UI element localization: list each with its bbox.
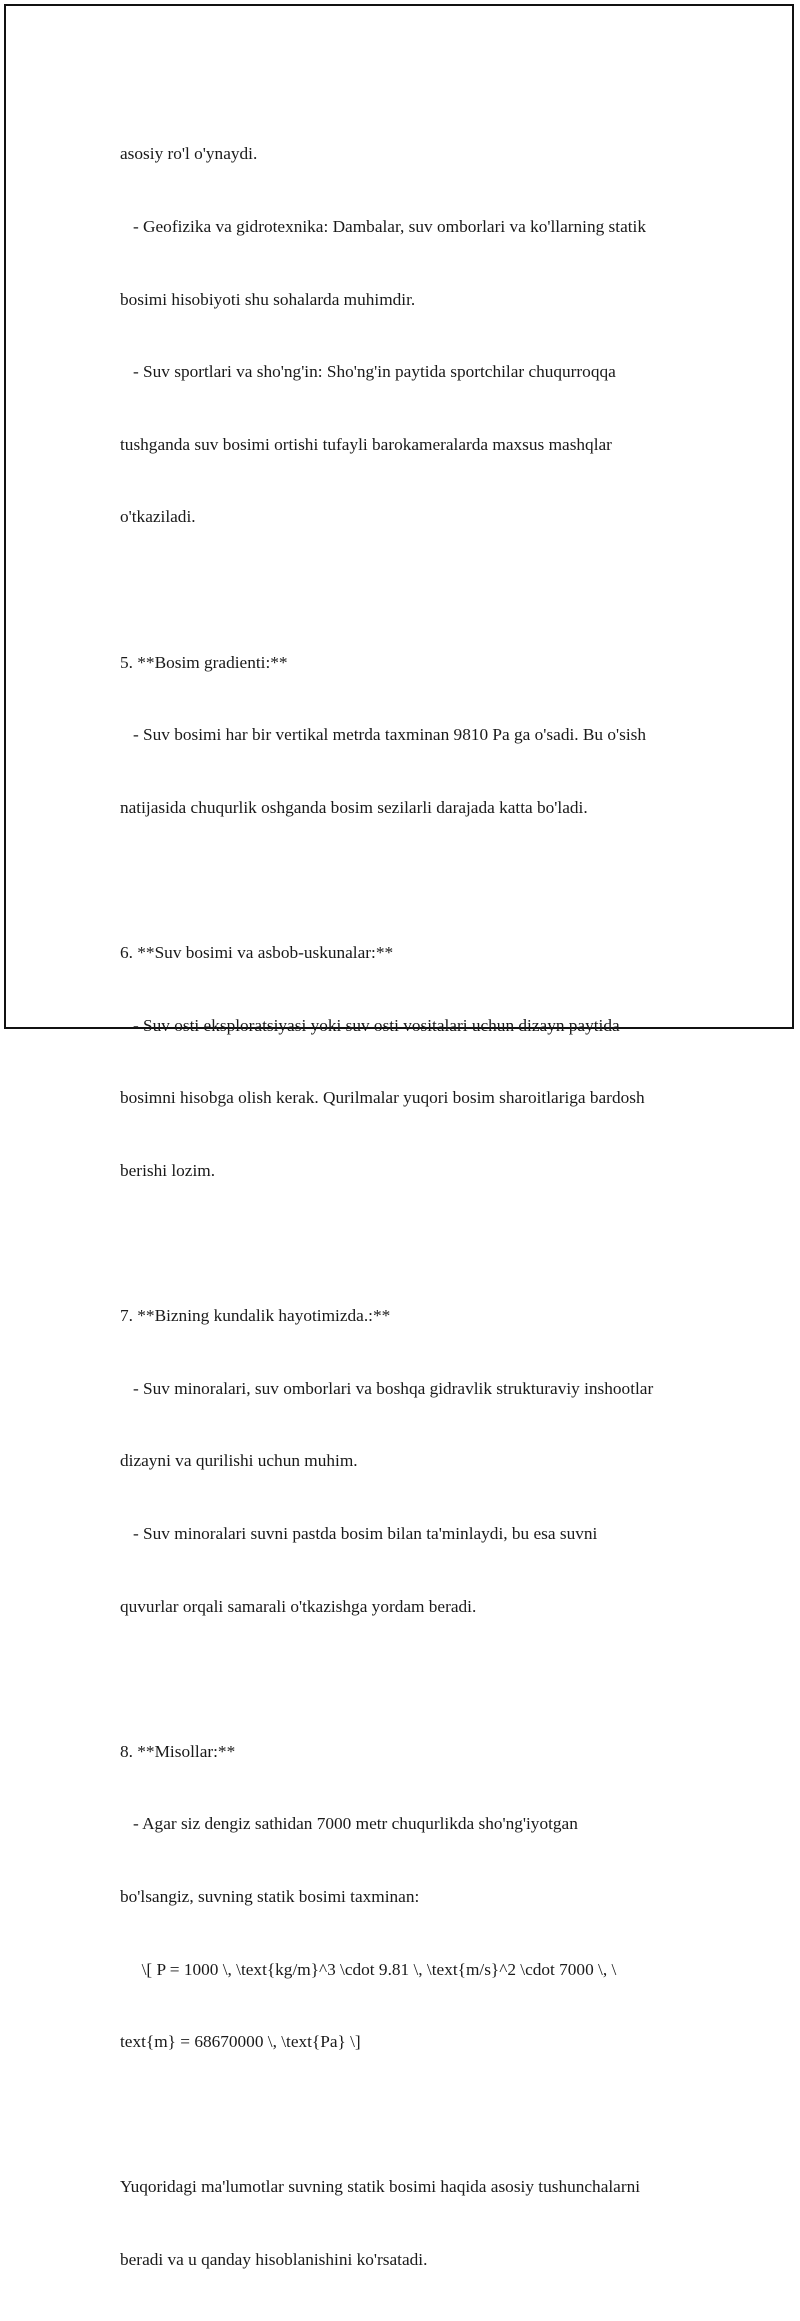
text-line: - Suv osti eksploratsiyasi yoki suv osti vositalari uchun dizayn paytida [120, 1015, 620, 1035]
text-line: beradi va u qanday hisoblanishini ko'rsatadi. [120, 2250, 428, 2269]
text-line: natijasida chuqurlik oshganda bosim sezilarli darajada katta bo'ladi. [120, 797, 588, 817]
blank-line [120, 2103, 720, 2127]
text-line: - Agar siz dengiz sathidan 7000 metr chuqurlikda sho'ng'iyotgan [120, 1814, 578, 1834]
text-line: berishi lozim. [120, 1160, 216, 1180]
blank-line [120, 868, 720, 892]
text-line: bo'lsangiz, suvning statik bosimi taxminan: [120, 1886, 420, 1906]
text-line: dizayni va qurilishi uchun muhim. [120, 1451, 358, 1471]
text-line: - Geofizika va gidrotexnika: Dambalar, suv omborlari va ko'llarning statik [120, 217, 646, 237]
blank-line [120, 578, 720, 602]
text-line: - Suv sportlari va sho'ng'in: Sho'ng'in paytida sportchilar chuqurroqqa [120, 362, 616, 382]
formula-line: text{m} = 68670000 \, \text{Pa} \] [120, 2032, 361, 2052]
text-line: - Suv minoralari, suv omborlari va boshqa gidravlik strukturaviy inshootlar [120, 1378, 654, 1398]
document-body [120, 94, 720, 2321]
section-heading: 6. **Suv bosimi va asbob-uskunalar:** [120, 943, 394, 963]
text-line: asosiy ro'l o'ynaydi. [120, 144, 258, 164]
text-line: - Suv bosimi har bir vertikal metrda taxminan 9810 Pa ga o'sadi. Bu o'sish [120, 725, 647, 745]
text-line: Yuqoridagi ma'lumotlar suvning statik bosimi haqida asosiy tushunchalarni [120, 2177, 641, 2197]
section-heading: 5. **Bosim gradienti:** [120, 652, 288, 672]
text-line: - Suv minoralari suvni pastda bosim bilan ta'minlaydi, bu esa suvni [120, 1523, 598, 1543]
text-line: o'tkaziladi. [120, 507, 196, 527]
section-heading: 8. **Misollar:** [120, 1741, 236, 1761]
blank-line [120, 1667, 720, 1691]
document-page [4, 4, 794, 2269]
text-line: tushganda suv bosimi ortishi tufayli barokameralarda maxsus mashqlar [120, 434, 612, 454]
formula-line: \[ P = 1000 \, \text{kg/m}^3 \cdot 9.81 \, \text{m/s}^2 \cdot 7000 \, \ [120, 1959, 617, 1979]
blank-line [120, 1232, 720, 1256]
text-line: quvurlar orqali samarali o'tkazishga yordam beradi. [120, 1596, 477, 1616]
text-line: bosimi hisobiyoti shu sohalarda muhimdir. [120, 289, 416, 309]
text-line: bosimni hisobga olish kerak. Qurilmalar yuqori bosim sharoitlariga bardosh [120, 1088, 645, 1108]
section-heading: 7. **Bizning kundalik hayotimizda.:** [120, 1306, 391, 1326]
